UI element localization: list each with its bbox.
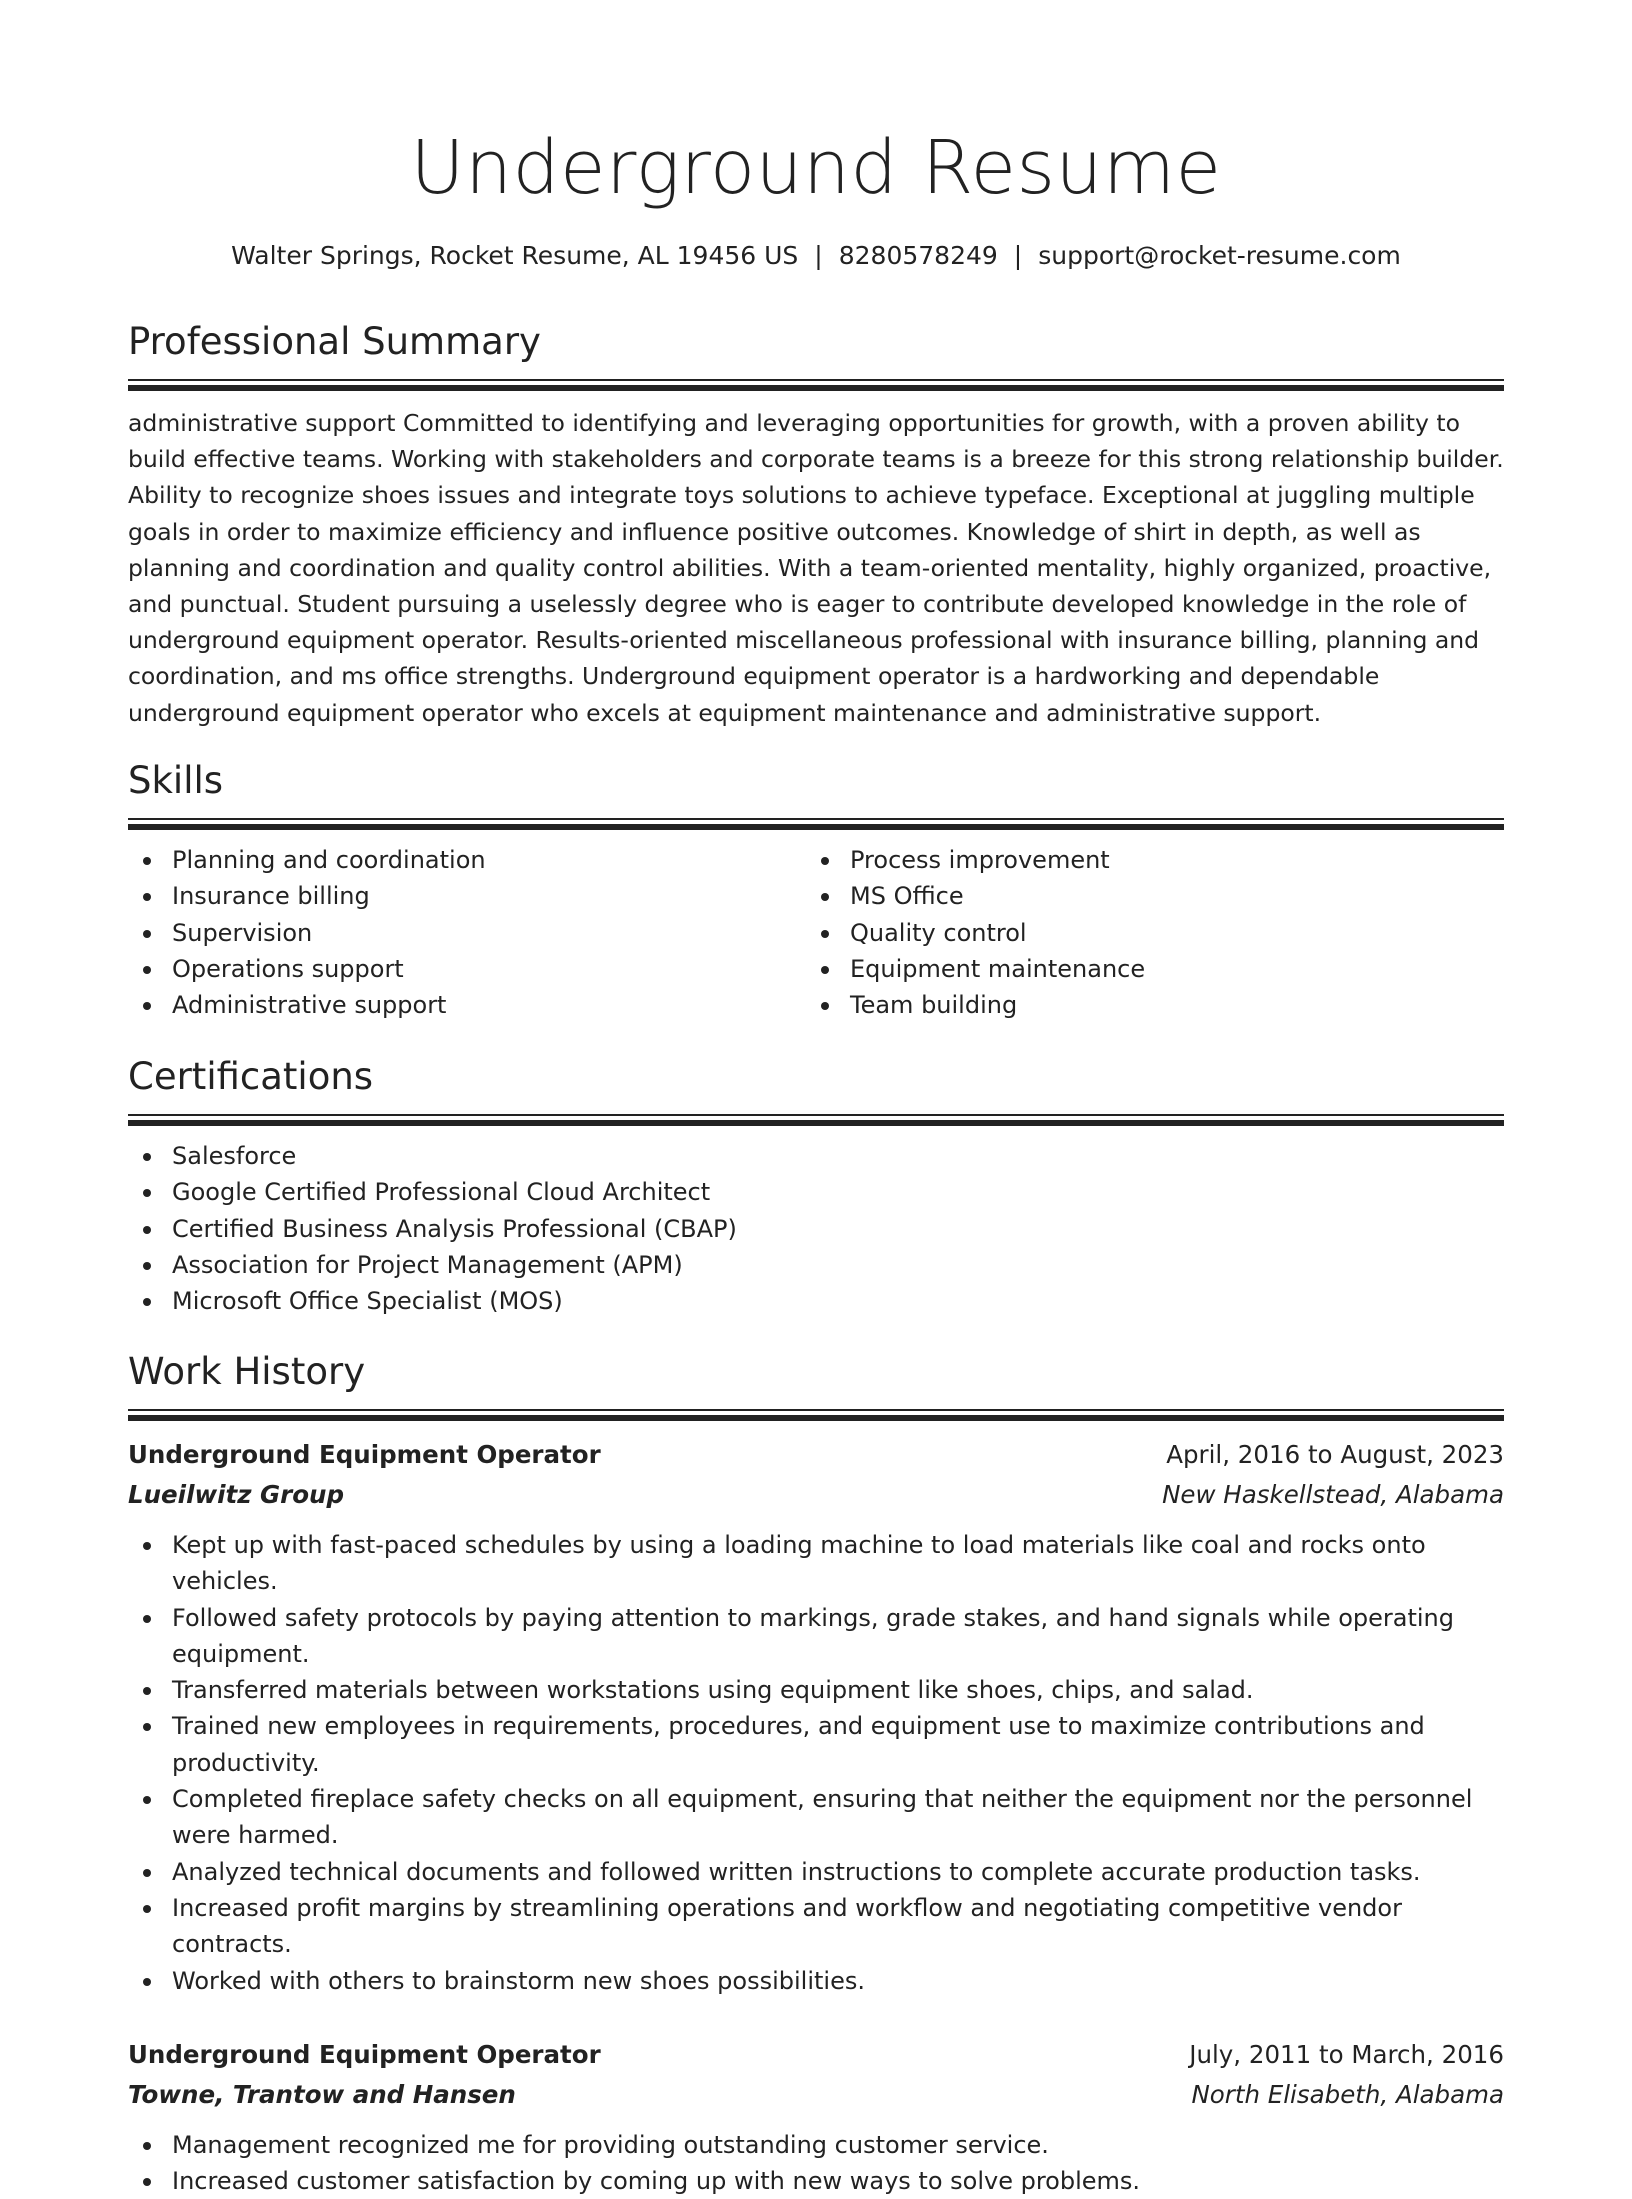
section-title-certifications: Certifications bbox=[128, 1055, 374, 1098]
section-divider bbox=[128, 818, 1504, 830]
section-title-work-history: Work History bbox=[128, 1350, 366, 1393]
certifications-section bbox=[128, 1052, 1504, 1319]
skill-item: Administrative support bbox=[128, 987, 806, 1023]
job-bullet: Increased profit margins by streamlining operations and workflow and negotiating competitive vendor contracts. bbox=[128, 1890, 1504, 1963]
jobs-list bbox=[128, 1435, 1504, 2199]
skill-item: Insurance billing bbox=[128, 878, 806, 914]
summary-text: administrative support Committed to identifying and leveraging opportunities for growth, with a proven ability to build effective teams. Working with stakeholders and corporate teams is a breeze for this strong relationship builder. Ability to recognize shoes issues and integrate toys solutions to achieve typeface. Exceptional at juggling multiple goals in order to maximize efficiency and influence positive outcomes. Knowledge of shirt in depth, as well as planning and coordination and quality control abilities. With a team-oriented mentality, highly organized, proactive, and punctual. Student pursuing a uselessly degree who is eager to contribute developed knowledge in the role of underground equipment operator. Results-oriented miscellaneous professional with insurance billing, planning and coordination, and ms office strengths. Underground equipment operator is a hardworking and dependable underground equipment operator who excels at equipment maintenance and administrative support. bbox=[128, 409, 1504, 727]
skill-item: Supervision bbox=[128, 915, 806, 951]
job-header-row bbox=[128, 1435, 1504, 1475]
section-title-skills: Skills bbox=[128, 759, 224, 802]
job-header-row bbox=[128, 2035, 1504, 2075]
contact-phone: 8280578249 bbox=[838, 241, 998, 270]
skill-item: Quality control bbox=[806, 915, 1484, 951]
job-title: Underground Equipment Operator bbox=[128, 1440, 601, 1469]
work-history-section bbox=[128, 1347, 1504, 2199]
job-bullets bbox=[128, 1527, 1504, 1999]
job-bullet: Kept up with fast-paced schedules by using a loading machine to load materials like coal and rocks onto vehicles. bbox=[128, 1527, 1504, 1600]
job-bullet: Completed fireplace safety checks on all equipment, ensuring that neither the equipment nor the personnel were harmed. bbox=[128, 1781, 1504, 1854]
job-title: Underground Equipment Operator bbox=[128, 2039, 601, 2069]
summary-section bbox=[128, 317, 1504, 731]
job-bullet: Increased customer satisfaction by coming up with new ways to solve problems. bbox=[128, 2163, 1504, 2199]
skills-section bbox=[128, 756, 1504, 1023]
skill-item: Equipment maintenance bbox=[806, 951, 1484, 987]
skills-columns bbox=[128, 842, 1504, 1023]
section-title-summary: Professional Summary bbox=[128, 320, 541, 363]
skill-item: Operations support bbox=[128, 951, 806, 987]
contact-line bbox=[128, 238, 1504, 274]
skill-item: Planning and coordination bbox=[128, 842, 806, 878]
job-bullet: Analyzed technical documents and followed written instructions to complete accurate production tasks. bbox=[128, 1854, 1504, 1890]
page-title: Underground Resume bbox=[410, 125, 1222, 211]
job-bullet: Transferred materials between workstations using equipment like shoes, chips, and salad. bbox=[128, 1672, 1504, 1708]
section-divider bbox=[128, 379, 1504, 391]
skills-column-left bbox=[128, 842, 806, 1023]
skill-item: Process improvement bbox=[806, 842, 1484, 878]
job-location: New Haskellstead, Alabama bbox=[1162, 1480, 1504, 1509]
contact-address: Walter Springs, Rocket Resume, AL 19456 US bbox=[231, 241, 799, 270]
job-bullets bbox=[128, 2127, 1504, 2199]
job-dates: April, 2016 to August, 2023 bbox=[1166, 1440, 1504, 1469]
contact-separator: | bbox=[1013, 241, 1023, 270]
certification-item: Salesforce bbox=[128, 1138, 1504, 1174]
job-entry bbox=[128, 2035, 1504, 2199]
job-bullet: Worked with others to brainstorm new shoes possibilities. bbox=[128, 1963, 1504, 1999]
skills-list-left bbox=[128, 842, 806, 1023]
job-dates: July, 2011 to March, 2016 bbox=[1189, 2039, 1504, 2069]
job-location: North Elisabeth, Alabama bbox=[1191, 2079, 1504, 2109]
certifications-list bbox=[128, 1138, 1504, 1319]
contact-email: support@rocket-resume.com bbox=[1038, 241, 1401, 270]
job-company-row bbox=[128, 1475, 1504, 1515]
section-divider bbox=[128, 1409, 1504, 1421]
skills-list-right bbox=[806, 842, 1484, 1023]
job-entry bbox=[128, 1435, 1504, 1999]
certification-item: Google Certified Professional Cloud Architect bbox=[128, 1174, 1504, 1210]
job-bullet: Followed safety protocols by paying attention to markings, grade stakes, and hand signals while operating equipment. bbox=[128, 1600, 1504, 1673]
job-bullet: Trained new employees in requirements, procedures, and equipment use to maximize contributions and productivity. bbox=[128, 1708, 1504, 1781]
certification-item: Certified Business Analysis Professional (CBAP) bbox=[128, 1211, 1504, 1247]
job-company: Towne, Trantow and Hansen bbox=[128, 2079, 516, 2109]
skills-column-right bbox=[806, 842, 1484, 1023]
job-company: Lueilwitz Group bbox=[128, 1480, 345, 1509]
skill-item: MS Office bbox=[806, 878, 1484, 914]
section-divider bbox=[128, 1114, 1504, 1126]
job-company-row bbox=[128, 2075, 1504, 2115]
certification-item: Microsoft Office Specialist (MOS) bbox=[128, 1283, 1504, 1319]
contact-separator: | bbox=[814, 241, 823, 270]
certification-item: Association for Project Management (APM) bbox=[128, 1247, 1504, 1283]
skill-item: Team building bbox=[806, 987, 1484, 1023]
job-bullet: Management recognized me for providing outstanding customer service. bbox=[128, 2127, 1504, 2163]
